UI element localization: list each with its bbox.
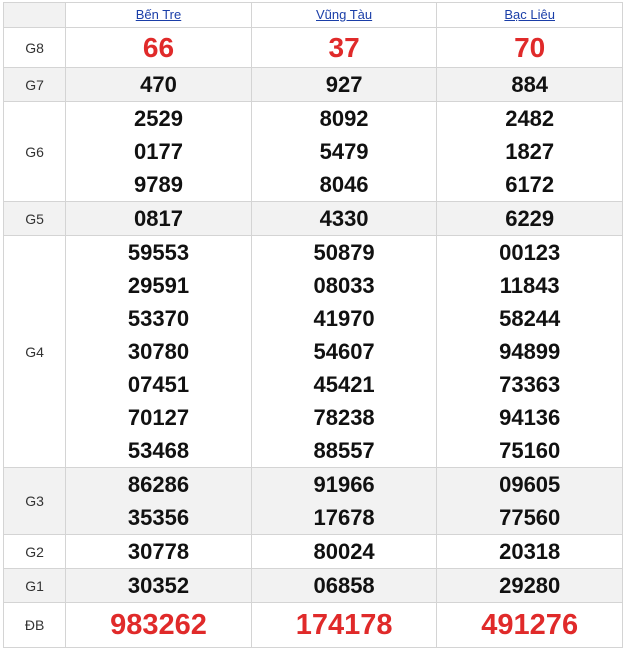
winning-number: 00123 xyxy=(499,240,561,265)
prize-row-g8 xyxy=(4,28,623,68)
prize-cell xyxy=(251,468,437,535)
prize-row-g6 xyxy=(4,102,623,202)
winning-number: 30352 xyxy=(127,573,190,598)
winning-number: 77560 xyxy=(499,505,561,530)
results-body xyxy=(4,28,623,648)
prize-row-g4 xyxy=(4,236,623,468)
prize-cell xyxy=(251,28,437,68)
prize-cell xyxy=(437,603,623,648)
winning-number: 70 xyxy=(514,32,546,63)
prize-cell xyxy=(251,102,437,202)
prize-cell xyxy=(437,468,623,535)
prize-label: G2 xyxy=(4,535,66,569)
winning-number: 35356 xyxy=(127,505,190,530)
prize-cell xyxy=(66,535,252,569)
winning-number: 2529 xyxy=(134,106,183,131)
winning-number: 86286 xyxy=(127,472,190,497)
winning-number: 53370 xyxy=(127,306,190,331)
winning-number: 20318 xyxy=(499,539,561,564)
prize-cell xyxy=(437,102,623,202)
prize-cell xyxy=(66,28,252,68)
prize-cell xyxy=(251,202,437,236)
province-link-vung-tau[interactable]: Vũng Tàu xyxy=(316,7,373,22)
prize-cell xyxy=(437,28,623,68)
winning-number: 1827 xyxy=(505,139,555,164)
header-row xyxy=(4,3,623,28)
winning-number: 884 xyxy=(511,72,549,97)
prize-cell xyxy=(251,569,437,603)
winning-number: 94136 xyxy=(499,405,561,430)
winning-number: 75160 xyxy=(499,438,561,463)
winning-number: 8092 xyxy=(319,106,369,131)
prize-label: G7 xyxy=(4,68,66,102)
prize-cell xyxy=(437,68,623,102)
prize-cell xyxy=(251,603,437,648)
winning-number: 58244 xyxy=(499,306,561,331)
prize-cell xyxy=(66,603,252,648)
prize-cell xyxy=(66,68,252,102)
winning-number: 53468 xyxy=(127,438,190,463)
winning-number: 30780 xyxy=(127,339,190,364)
prize-cell xyxy=(66,236,252,468)
winning-number: 9789 xyxy=(134,172,183,197)
winning-number: 09605 xyxy=(499,472,561,497)
winning-number: 66 xyxy=(142,32,175,63)
winning-number: 80024 xyxy=(313,539,375,564)
prize-cell xyxy=(437,535,623,569)
prize-row-đb xyxy=(4,603,623,648)
prize-cell xyxy=(437,202,623,236)
winning-number: 08033 xyxy=(313,273,375,298)
winning-number: 07451 xyxy=(127,372,190,397)
corner-cell xyxy=(4,3,66,28)
winning-number: 11843 xyxy=(499,273,560,298)
winning-number: 41970 xyxy=(313,306,375,331)
prize-label: G4 xyxy=(4,236,66,468)
winning-number: 174178 xyxy=(295,608,393,641)
winning-number: 491276 xyxy=(481,608,579,641)
winning-number: 0817 xyxy=(134,206,183,231)
winning-number: 54607 xyxy=(313,339,375,364)
prize-cell xyxy=(251,68,437,102)
winning-number: 983262 xyxy=(110,608,207,641)
prize-label: G5 xyxy=(4,202,66,236)
winning-number: 30778 xyxy=(127,539,190,564)
winning-number: 78238 xyxy=(313,405,375,430)
prize-cell xyxy=(66,468,252,535)
prize-label: G8 xyxy=(4,28,66,68)
winning-number: 6229 xyxy=(505,206,555,231)
prize-cell xyxy=(66,202,252,236)
winning-number: 91966 xyxy=(313,472,375,497)
winning-number: 29280 xyxy=(499,573,561,598)
province-header-2 xyxy=(437,3,623,28)
winning-number: 50879 xyxy=(313,240,375,265)
winning-number: 4330 xyxy=(319,206,369,231)
province-header-0 xyxy=(66,3,252,28)
winning-number: 0177 xyxy=(134,139,183,164)
winning-number: 37 xyxy=(328,32,360,63)
winning-number: 6172 xyxy=(505,172,555,197)
winning-number: 17678 xyxy=(313,505,375,530)
prize-cell xyxy=(437,236,623,468)
province-link-bac-lieu[interactable]: Bạc Liêu xyxy=(504,7,555,22)
prize-label: G1 xyxy=(4,569,66,603)
prize-cell xyxy=(437,569,623,603)
winning-number: 94899 xyxy=(499,339,561,364)
prize-cell xyxy=(251,535,437,569)
winning-number: 73363 xyxy=(499,372,561,397)
prize-label: G6 xyxy=(4,102,66,202)
winning-number: 29591 xyxy=(127,273,190,298)
prize-row-g2 xyxy=(4,535,623,569)
prize-row-g5 xyxy=(4,202,623,236)
winning-number: 2482 xyxy=(505,106,555,131)
winning-number: 45421 xyxy=(313,372,375,397)
winning-number: 927 xyxy=(325,72,363,97)
prize-label: G3 xyxy=(4,468,66,535)
winning-number: 8046 xyxy=(319,172,369,197)
winning-number: 59553 xyxy=(127,240,190,265)
prize-label: ĐB xyxy=(4,603,66,648)
province-link-ben-tre[interactable]: Bến Tre xyxy=(135,7,182,22)
winning-number: 88557 xyxy=(313,438,375,463)
province-header-1 xyxy=(251,3,437,28)
prize-row-g7 xyxy=(4,68,623,102)
prize-cell xyxy=(66,102,252,202)
winning-number: 70127 xyxy=(127,405,190,430)
lottery-results-table xyxy=(3,2,623,648)
prize-row-g3 xyxy=(4,468,623,535)
winning-number: 470 xyxy=(140,72,177,97)
winning-number: 06858 xyxy=(313,573,375,598)
prize-row-g1 xyxy=(4,569,623,603)
prize-cell xyxy=(66,569,252,603)
prize-cell xyxy=(251,236,437,468)
winning-number: 5479 xyxy=(319,139,369,164)
